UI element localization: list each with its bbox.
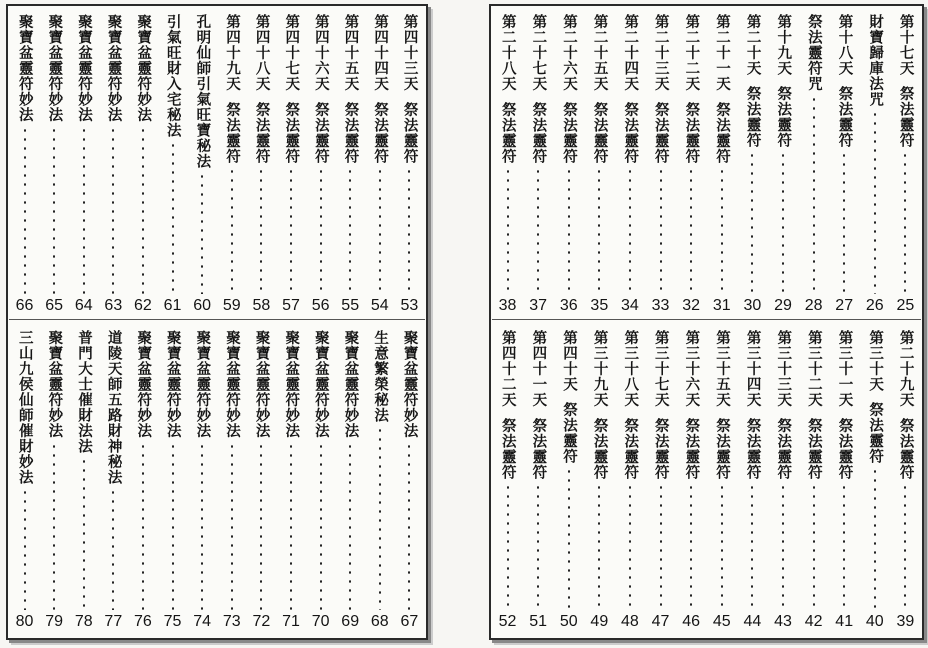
- toc-entry-subtitle: 祭法靈符: [683, 417, 701, 480]
- page-number: 70: [311, 613, 330, 630]
- page-number: 43: [774, 613, 792, 630]
- toc-entry-title: 普門大士催財法法: [75, 330, 93, 454]
- toc-entry: [830, 10, 859, 316]
- toc-entry: [128, 326, 157, 632]
- toc-entry: [615, 326, 644, 632]
- toc-entry: [738, 10, 767, 316]
- dot-leader: [320, 442, 322, 611]
- toc-entry: [768, 10, 797, 316]
- toc-entry: [860, 326, 889, 632]
- toc-entry-title: 聚寶盆靈符妙法: [135, 330, 153, 439]
- toc-entry-title: 聚寶盆靈符妙法: [164, 330, 182, 439]
- page-number: 27: [835, 297, 854, 314]
- toc-entry-title: 聚寶盆靈符妙法: [135, 14, 153, 123]
- toc-entry: [276, 10, 305, 316]
- toc-entry-title: 第二十一天: [714, 14, 732, 92]
- dot-leader: [782, 483, 784, 611]
- toc-entry-subtitle: 祭法靈符: [530, 101, 548, 164]
- dot-leader: [349, 167, 351, 295]
- page-number: 35: [590, 297, 609, 314]
- toc-page-left: [6, 4, 428, 640]
- toc-entry-subtitle: 祭法靈符: [591, 101, 609, 164]
- dot-leader: [874, 110, 876, 294]
- toc-entry-title: 第三十五天: [714, 330, 732, 408]
- toc-entry-subtitle: 祭法靈符: [836, 417, 854, 480]
- dot-leader: [290, 167, 292, 295]
- page-number: 66: [15, 297, 34, 314]
- toc-entry-title: 聚寶盆靈符妙法: [75, 14, 93, 123]
- page-number: 60: [193, 297, 212, 314]
- toc-entry-title: 第二十七天: [530, 14, 548, 92]
- toc-section-bottom: [10, 326, 424, 632]
- toc-entry-subtitle: 祭法靈符: [683, 101, 701, 164]
- dot-leader: [843, 483, 845, 611]
- dot-leader: [320, 167, 322, 295]
- dot-leader: [629, 483, 631, 611]
- page-number: 75: [163, 613, 182, 630]
- toc-entry-title: 第二十天: [744, 14, 762, 76]
- dot-leader: [904, 483, 906, 611]
- toc-entry-title: 第三十一天: [836, 330, 854, 408]
- dot-leader: [290, 442, 292, 611]
- toc-entry-title: 第三十四天: [744, 330, 762, 408]
- toc-entry-subtitle: 祭法靈符: [897, 86, 915, 148]
- toc-entry-subtitle: 祭法靈符: [591, 417, 609, 480]
- toc-entry-subtitle: 祭法靈符: [805, 417, 823, 480]
- dot-leader: [813, 483, 815, 611]
- toc-entry: [677, 326, 706, 632]
- dot-leader: [172, 442, 174, 611]
- toc-entry-title: 第十七天: [897, 14, 915, 76]
- toc-entry: [646, 10, 675, 316]
- toc-entry: [799, 10, 828, 316]
- toc-entry: [677, 10, 706, 316]
- dot-leader: [537, 483, 539, 611]
- toc-entry-subtitle: 祭法靈符: [622, 101, 640, 164]
- dot-leader: [24, 126, 26, 295]
- toc-entry: [336, 326, 365, 632]
- dot-leader: [349, 442, 351, 611]
- dot-leader: [260, 167, 262, 295]
- dot-leader: [112, 488, 114, 610]
- toc-entry-subtitle: 祭法靈符: [622, 417, 640, 480]
- toc-entry: [860, 10, 889, 316]
- dot-leader: [112, 126, 114, 295]
- toc-entry-subtitle: 祭法靈符: [283, 101, 301, 164]
- toc-entry-subtitle: 祭法靈符: [560, 402, 578, 464]
- toc-entry: [306, 10, 335, 316]
- page-number: 30: [743, 297, 762, 314]
- toc-entry: [69, 326, 98, 632]
- dot-leader: [408, 167, 410, 295]
- toc-entry-subtitle: 祭法靈符: [253, 101, 271, 164]
- toc-entry: [247, 10, 276, 316]
- toc-entry-title: 聚寶盆靈符妙法: [194, 330, 212, 439]
- dot-leader: [568, 467, 570, 610]
- dot-leader: [408, 442, 410, 611]
- toc-entry: [158, 10, 187, 316]
- toc-entry-title: 第二十九天: [897, 330, 915, 408]
- page-number: 32: [682, 297, 701, 314]
- toc-entry-title: 孔明仙師引氣旺寶秘法: [194, 14, 212, 169]
- toc-entry-title: 第三十二天: [805, 330, 823, 408]
- dot-leader: [721, 167, 723, 295]
- toc-entry: [276, 326, 305, 632]
- toc-entry: [524, 326, 553, 632]
- toc-entry-title: 聚寶盆靈符妙法: [283, 330, 301, 439]
- dot-leader: [813, 95, 815, 295]
- toc-entry: [247, 326, 276, 632]
- page-number: 56: [311, 297, 330, 314]
- page-number: 55: [341, 297, 360, 314]
- page-number: 64: [74, 297, 93, 314]
- dot-leader: [598, 483, 600, 611]
- page-number: 80: [15, 613, 34, 630]
- dot-leader: [660, 483, 662, 611]
- dot-leader: [83, 126, 85, 295]
- toc-entry-title: 道陵天師五路財神秘法: [105, 330, 123, 485]
- toc-entry: [217, 10, 246, 316]
- section-divider: [492, 319, 921, 320]
- dot-leader: [568, 167, 570, 295]
- toc-entry-title: 第三十六天: [683, 330, 701, 408]
- dot-leader: [53, 126, 55, 295]
- toc-entry-title: 引氣旺財入宅秘法: [164, 14, 182, 138]
- toc-entry: [365, 326, 394, 632]
- dot-leader: [142, 126, 144, 295]
- page-number: 74: [193, 613, 212, 630]
- toc-entry-subtitle: 祭法靈符: [652, 417, 670, 480]
- toc-entry-title: 第三十三天: [775, 330, 793, 408]
- page-number: 65: [45, 297, 63, 314]
- toc-entry-title: 第四十八天: [253, 14, 271, 92]
- toc-entry-subtitle: 祭法靈符: [312, 101, 330, 164]
- toc-entry-title: 第四十五天: [342, 14, 360, 92]
- toc-entry-title: 第四十六天: [312, 14, 330, 92]
- page-number: 62: [134, 297, 152, 314]
- toc-entry-title: 第四十四天: [372, 14, 390, 92]
- page-number: 41: [835, 613, 854, 630]
- toc-entry-subtitle: 祭法靈符: [775, 86, 793, 148]
- toc-entry: [306, 326, 335, 632]
- toc-entry-subtitle: 祭法靈符: [530, 417, 548, 480]
- page-number: 76: [134, 613, 152, 630]
- dot-leader: [690, 483, 692, 611]
- page-number: 36: [559, 297, 578, 314]
- toc-entry: [554, 326, 583, 632]
- toc-entry-subtitle: 祭法靈符: [744, 417, 762, 480]
- page-number: 33: [651, 297, 670, 314]
- page-number: 61: [163, 297, 182, 314]
- page-number: 42: [804, 613, 823, 630]
- toc-entry-title: 第三十九天: [591, 330, 609, 408]
- dot-leader: [843, 151, 845, 294]
- toc-entry: [707, 326, 736, 632]
- toc-entry: [768, 326, 797, 632]
- toc-entry: [365, 10, 394, 316]
- page-number: 73: [222, 613, 241, 630]
- toc-entry: [10, 10, 39, 316]
- toc-entry-title: 第二十四天: [622, 14, 640, 92]
- toc-entry-title: 第四十三天: [401, 14, 419, 92]
- dot-leader: [537, 167, 539, 295]
- toc-entry: [585, 326, 614, 632]
- toc-entry-subtitle: 祭法靈符: [224, 101, 242, 164]
- toc-entry: [799, 326, 828, 632]
- page-number: 67: [400, 613, 419, 630]
- dot-leader: [751, 151, 753, 294]
- page-number: 63: [104, 297, 123, 314]
- toc-entry: [395, 10, 424, 316]
- toc-entry: [524, 10, 553, 316]
- toc-entry-subtitle: 祭法靈符: [744, 86, 762, 148]
- toc-entry-title: 第二十二天: [683, 14, 701, 92]
- dot-leader: [629, 167, 631, 295]
- page-number: 72: [252, 613, 271, 630]
- toc-entry-title: 第三十八天: [622, 330, 640, 408]
- dot-leader: [231, 442, 233, 611]
- toc-entry-subtitle: 祭法靈符: [714, 417, 732, 480]
- dot-leader: [142, 442, 144, 611]
- page-number: 68: [370, 613, 389, 630]
- toc-entry-subtitle: 祭法靈符: [342, 101, 360, 164]
- toc-entry: [646, 326, 675, 632]
- toc-entry: [738, 326, 767, 632]
- dot-leader: [231, 167, 233, 295]
- toc-entry: [99, 326, 128, 632]
- page-number: 39: [896, 613, 915, 630]
- page-number: 59: [222, 297, 241, 314]
- dot-leader: [507, 167, 509, 295]
- toc-entry: [128, 10, 157, 316]
- page-number: 51: [529, 613, 547, 630]
- toc-entry-subtitle: 祭法靈符: [775, 417, 793, 480]
- toc-entry-subtitle: 祭法靈符: [401, 101, 419, 164]
- page-number: 44: [743, 613, 762, 630]
- page-number: 57: [282, 297, 300, 314]
- page-number: 49: [590, 613, 609, 630]
- dot-leader: [201, 442, 203, 611]
- toc-entry-title: 財寶歸庫法咒: [867, 14, 885, 107]
- toc-entry-title: 第四十一天: [530, 330, 548, 408]
- page-number: 52: [498, 613, 517, 630]
- toc-entry: [493, 10, 522, 316]
- page-number: 50: [559, 613, 578, 630]
- toc-entry-subtitle: 祭法靈符: [560, 101, 578, 164]
- toc-entry-title: 第二十三天: [652, 14, 670, 92]
- page-number: 31: [712, 297, 731, 314]
- toc-entry: [830, 326, 859, 632]
- toc-entry-title: 聚寶盆靈符妙法: [253, 330, 271, 439]
- page-number: 77: [104, 613, 123, 630]
- toc-section-bottom: [493, 326, 920, 632]
- toc-entry: [158, 326, 187, 632]
- toc-entry: [585, 10, 614, 316]
- toc-entry-subtitle: 祭法靈符: [652, 101, 670, 164]
- dot-leader: [53, 442, 55, 611]
- page-number: 26: [865, 297, 884, 314]
- toc-entry-title: 聚寶盆靈符妙法: [224, 330, 242, 439]
- toc-entry: [707, 10, 736, 316]
- page-number: 37: [529, 297, 547, 314]
- toc-entry-title: 生意繁榮秘法: [372, 330, 390, 423]
- toc-entry: [891, 326, 920, 632]
- page-number: 69: [341, 613, 360, 630]
- dot-leader: [172, 141, 174, 294]
- page-number: 46: [682, 613, 701, 630]
- dot-leader: [379, 426, 381, 610]
- page-number: 28: [804, 297, 823, 314]
- toc-entry-subtitle: 祭法靈符: [836, 86, 854, 148]
- dot-leader: [874, 467, 876, 610]
- page-number: 29: [774, 297, 792, 314]
- toc-section-top: [493, 10, 920, 316]
- page-number: 79: [45, 613, 63, 630]
- toc-entry-title: 第四十九天: [224, 14, 242, 92]
- toc-entry-title: 聚寶盆靈符妙法: [401, 330, 419, 439]
- toc-entry: [493, 326, 522, 632]
- toc-entry-title: 第二十六天: [560, 14, 578, 92]
- toc-entry-title: 三山九侯仙師催財妙法: [16, 330, 34, 485]
- dot-leader: [24, 488, 26, 610]
- toc-entry-subtitle: 祭法靈符: [372, 101, 390, 164]
- page-number: 34: [621, 297, 639, 314]
- dot-leader: [660, 167, 662, 295]
- page-number: 53: [400, 297, 419, 314]
- toc-entry-title: 第四十天: [560, 330, 578, 392]
- toc-entry: [615, 10, 644, 316]
- dot-leader: [83, 457, 85, 610]
- page-number: 58: [252, 297, 271, 314]
- toc-entry: [188, 326, 217, 632]
- dot-leader: [260, 442, 262, 611]
- toc-entry-title: 聚寶盆靈符妙法: [16, 14, 34, 123]
- toc-entry-title: 聚寶盆靈符妙法: [105, 14, 123, 123]
- toc-entry: [336, 10, 365, 316]
- toc-entry: [40, 326, 69, 632]
- page-number: 54: [370, 297, 389, 314]
- toc-entry-subtitle: 祭法靈符: [499, 101, 517, 164]
- dot-leader: [379, 167, 381, 295]
- page-number: 25: [896, 297, 915, 314]
- toc-entry-title: 聚寶盆靈符妙法: [312, 330, 330, 439]
- dot-leader: [782, 151, 784, 294]
- dot-leader: [507, 483, 509, 611]
- toc-entry: [188, 10, 217, 316]
- section-divider: [9, 319, 425, 320]
- dot-leader: [201, 172, 203, 294]
- page-number: 40: [865, 613, 884, 630]
- toc-entry-title: 第三十七天: [652, 330, 670, 408]
- toc-entry-title: 祭法靈符咒: [805, 14, 823, 92]
- toc-entry: [69, 10, 98, 316]
- toc-entry: [554, 10, 583, 316]
- dot-leader: [751, 483, 753, 611]
- page-number: 78: [74, 613, 93, 630]
- toc-entry: [40, 10, 69, 316]
- toc-entry-title: 第二十八天: [499, 14, 517, 92]
- toc-entry-title: 第十九天: [775, 14, 793, 76]
- toc-entry-title: 第二十五天: [591, 14, 609, 92]
- toc-entry-title: 聚寶盆靈符妙法: [342, 330, 360, 439]
- dot-leader: [721, 483, 723, 611]
- toc-entry-subtitle: 祭法靈符: [714, 101, 732, 164]
- toc-entry: [217, 326, 246, 632]
- toc-entry-subtitle: 祭法靈符: [867, 402, 885, 464]
- page-number: 38: [498, 297, 517, 314]
- page-number: 48: [621, 613, 639, 630]
- toc-entry-title: 第四十二天: [499, 330, 517, 408]
- toc-entry-title: 第三十天: [867, 330, 885, 392]
- toc-entry: [10, 326, 39, 632]
- toc-entry-title: 聚寶盆靈符妙法: [46, 330, 64, 439]
- toc-entry: [99, 10, 128, 316]
- page-number: 71: [282, 613, 300, 630]
- dot-leader: [904, 151, 906, 294]
- toc-entry-subtitle: 祭法靈符: [897, 417, 915, 480]
- toc-section-top: [10, 10, 424, 316]
- toc-page-right: [489, 4, 924, 640]
- page-number: 45: [712, 613, 731, 630]
- toc-entry-title: 第四十七天: [283, 14, 301, 92]
- toc-entry-title: 第十八天: [836, 14, 854, 76]
- dot-leader: [598, 167, 600, 295]
- toc-entry-title: 聚寶盆靈符妙法: [46, 14, 64, 123]
- toc-entry: [891, 10, 920, 316]
- page-number: 47: [651, 613, 670, 630]
- dot-leader: [690, 167, 692, 295]
- toc-entry-subtitle: 祭法靈符: [499, 417, 517, 480]
- toc-entry: [395, 326, 424, 632]
